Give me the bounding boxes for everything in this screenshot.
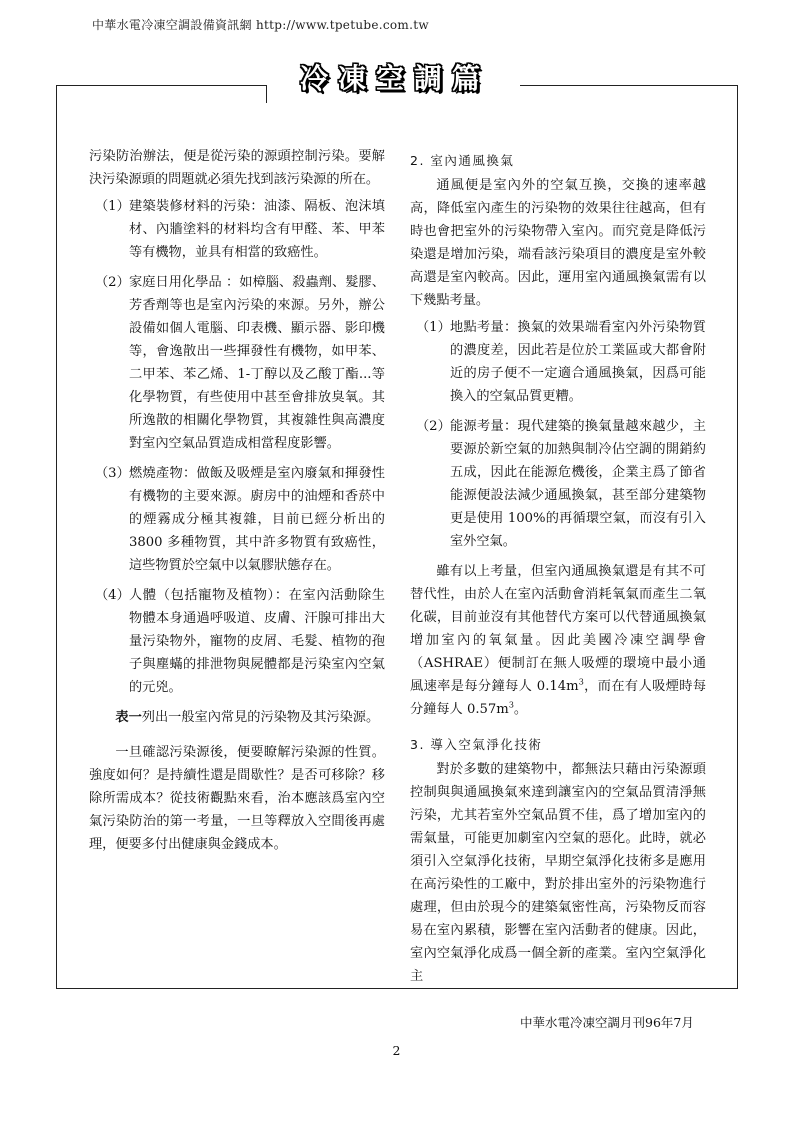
table-reference-text: 列出一般室內常見的污染物及其污染源。 xyxy=(141,710,380,725)
superscript-cubed: 3 xyxy=(508,700,514,710)
list-item-text: 家庭日用化學品 ：如樟腦、殺蟲劑、髮膠、芳香劑等也是室內污染的來源。另外，辦公設備如個人電腦、印表機、顯示器、影印機等，會逸散出一些揮發性有機物，如甲苯、二甲苯、苯乙烯、1-丁醇以及乙酸丁酯...等化學物質，有些使用中甚至會排放臭氧。其所逸散的相關化學物質，其複雜性與高濃度對室內空氣品質造成相當程度影響。 xyxy=(129,275,385,451)
site-header: 中華水電冷凍空調設備資訊網 http://www.tpetube.com.tw xyxy=(92,18,429,32)
list-item-number: （1） xyxy=(95,199,130,214)
right-column xyxy=(410,145,706,988)
section-heading-ventilation: 2. 室內通風換氣 xyxy=(410,153,515,168)
list-item-number: （3） xyxy=(95,466,130,481)
list-item-text: 能源考量：現代建築的換氣量越來越少，主要源於新空氣的加熱與制冷佔空調的開銷約五成，因此在能源危機後，企業主爲了節省能源便設法減少通風換氣，甚至部分建築物更是使用 100%的再循環空氣，而沒有引入室外空氣。 xyxy=(450,419,706,549)
page-number: 2 xyxy=(392,1043,401,1058)
section-heading-air-purification: 3. 導入空氣淨化技術 xyxy=(410,737,543,752)
publication-footer: 中華水電冷凍空調月刊96年7月 xyxy=(520,1015,694,1030)
banner-title: 冷凍空調篇 xyxy=(299,62,490,95)
air-purification-paragraph: 對於多數的建築物中，都無法只藉由污染源頭控制與與通風換氣來達到讓室內的空氣品質清淨無污染，尤其若室外空氣品質不佳，爲了增加室內的需氣量，可能更加劇室內空氣的惡化。此時，就必須引入空氣淨化技術，早期空氣淨化技術多是應用在高污染性的工廠中，對於排出室外的污染物進行處理，但由於現今的建築氣密性高，污染物反而容易在室內累積，影響在室內活動者的健康。因此，室內空氣淨化成爲一個全新的產業。室內空氣淨化主 xyxy=(410,762,706,984)
list-item xyxy=(410,415,706,553)
ventilation-paragraph: 通風便是室內外的空氣互換，交換的速率越高，降低室內產生的污染物的效果往往越高，但有時也會把室外的污染物帶入室內。而究竟是降低污染還是增加污染，端看該污染項目的濃度是室外較高還是室內較高。因此，運用室內通風換氣需有以下幾點考量。 xyxy=(410,178,706,308)
list-item-text: 地點考量：換氣的效果端看室內外污染物質的濃度差，因此若是位於工業區或大都會附近的房子便不一定適合通風換氣，因爲可能換入的空氣品質更糟。 xyxy=(450,320,706,404)
list-item xyxy=(89,271,385,455)
list-item-number: （1） xyxy=(416,320,451,335)
list-item-text: 建築裝修材料的污染：油漆、隔板、泡沫填材、內牆塗料的材料均含有甲醛、苯、甲苯等有機物，並具有相當的致癌性。 xyxy=(129,199,385,260)
intro-paragraph: 污染防治辦法，便是從污染的源頭控制污染。要解決污染源頭的問題就必須先找到該污染源的所在。 xyxy=(89,149,385,187)
list-item xyxy=(89,462,385,577)
list-item-number: （2） xyxy=(95,275,130,290)
ashrae-text-c: 。 xyxy=(513,702,528,717)
ashrae-text-a: 雖有以上考量，但室內通風換氣還是有其不可替代性，由於人在室內活動會消耗氧氣而產生二氧化碳，目前並沒有其他替代方案可以代替通風換氣增加室內的氧氣量。因此美國冷凍空調學會（ASHRAE）便制訂在無人吸煙的環境中最小通風速率是每分鐘每人 0.14m xyxy=(410,564,706,694)
list-item-text: 人體（包括寵物及植物）：在室內活動除生物體本身通過呼吸道、皮膚、汗腺可排出大量污染物外，寵物的皮屑、毛髮、植物的孢子與塵蟎的排泄物與屍體都是污染室內空氣的元兇。 xyxy=(129,588,385,695)
list-item xyxy=(89,584,385,699)
list-item xyxy=(410,316,706,408)
superscript-cubed: 3 xyxy=(578,677,584,687)
ashrae-paragraph xyxy=(410,560,706,721)
closing-paragraph: 一旦確認污染源後，便要瞭解污染源的性質。強度如何？是持續性還是間歇性？是否可移除？移除所需成本？從技術觀點來看，治本應該爲室內空氣污染防治的第一考量，一旦等釋放入空間後再處理，便要多付出健康與金錢成本。 xyxy=(89,745,385,852)
table-reference-label: 表一 xyxy=(115,710,142,725)
list-item-number: （4） xyxy=(95,588,130,603)
ashrae-text-b: ，而在有人吸煙時每分鐘每人 0.57m xyxy=(410,679,707,717)
list-item-number: （2） xyxy=(416,419,451,434)
table-reference-paragraph xyxy=(89,706,385,729)
list-item-text: 燃燒產物：做飯及吸煙是室內廢氣和揮發性有機物的主要來源。廚房中的油煙和香菸中的煙霧成分極其複雜，目前已經分析出的 3800 多種物質，其中許多物質有致癌性，這些物質於空氣中以氣膠狀態存在。 xyxy=(129,466,385,573)
list-item xyxy=(89,195,385,264)
left-column xyxy=(89,145,385,856)
